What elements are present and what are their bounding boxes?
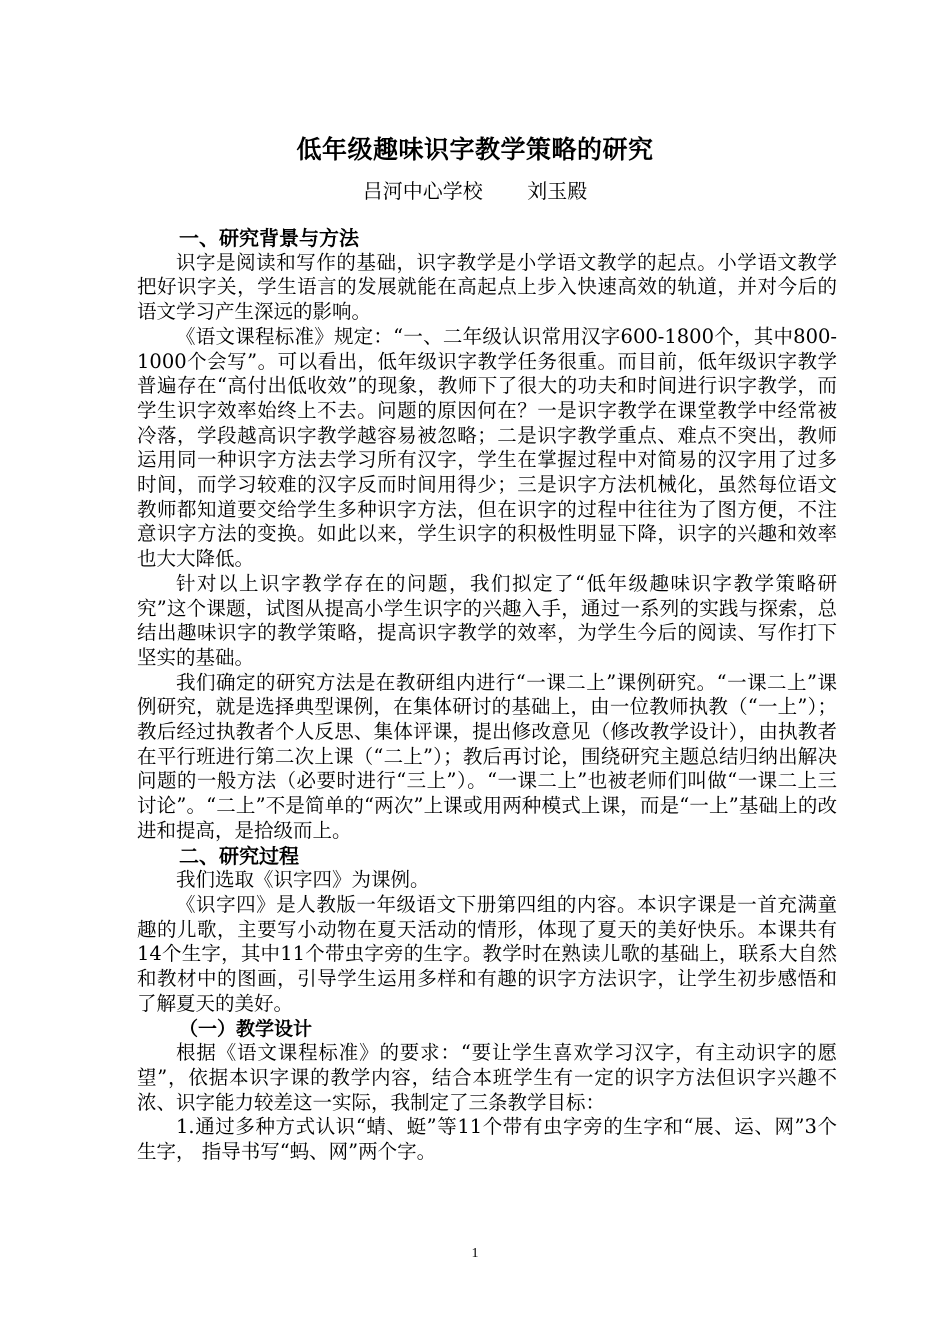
paragraph: 针对以上识字教学存在的问题，我们拟定了“低年级趣味识字教学策略研究”这个课题，试图从提高小学生识字的兴趣入手，通过一系列的实践与探索，总结出趣味识字的教学策略，提高识字教学的效率，为学生今后的阅读、写作打下坚实的基础。 [137,571,837,669]
document-body [137,226,837,1165]
paragraph: 识字是阅读和写作的基础，识字教学是小学语文教学的起点。小学语文教学把好识字关，学生语言的发展就能在高起点上步入快速高效的轨道，并对今后的语文学习产生深远的影响。 [137,250,837,324]
author-byline: 吕河中心学校 刘玉殿 [362,179,588,203]
section-heading-process: 二、研究过程 [179,843,299,868]
paragraph: 我们确定的研究方法是在教研组内进行“一课二上”课例研究。“一课二上”课例研究，就是选择典型课例，在集体研讨的基础上，由一位教师执教（“一上”）；教后经过执教者个人反思、集体评课，提出修改意见（修改教学设计），由执教者在平行班进行第二次上课（“二上”）；教后再讨论，围绕研究主题总结归纳出解决问题的一般方法（必要时进行“三上”）。“一课二上”也被老师们叫做“一课二上三讨论”。“二上”不是简单的“两次”上课或用两种模式上课，而是“一上”基础上的改进和提高，是拾级而上。 [137,670,837,842]
section-heading-background: 一、研究背景与方法 [179,226,359,250]
subsection-heading-design: （一）教学设计 [179,1017,313,1040]
page-number: 1 [471,1246,479,1261]
paragraph: 1.通过多种方式认识“蜻、蜓”等11个带有虫字旁的生字和“展、运、网”3个生字， 指导书写“蚂、网”两个字。 [137,1115,837,1164]
paragraph: 《识字四》是人教版一年级语文下册第四组的内容。本识字课是一首充满童趣的儿歌，主要写小动物在夏天活动的情形，体现了夏天的美好快乐。本课共有14个生字，其中11个带虫字旁的生字。教学时在熟读儿歌的基础上，联系大自然和教材中的图画，引导学生运用多样和有趣的识字方法识字，让学生初步感悟和了解夏天的美好。 [137,892,837,1015]
paragraph: 《语文课程标准》规定：“一、二年级认识常用汉字600-1800个，其中800-1000个会写”。可以看出，低年级识字教学任务很重。而目前，低年级识字教学普遍存在“高付出低收效”的现象，教师下了很大的功夫和时间进行识字教学，而学生识字效率始终上不去。问题的原因何在？一是识字教学在课堂教学中经常被冷落，学段越高识字教学越容易被忽略；二是识字教学重点、难点不突出，教师运用同一种识字方法去学习所有汉字，学生在掌握过程中对简易的汉字用了过多时间，而学习较难的汉字反而时间用得少；三是识字方法机械化，虽然每位语文教师都知道要交给学生多种识字方法，但在识字的过程中往往为了图方便，不注意识字方法的变换。如此以来，学生识字的积极性明显下降，识字的兴趣和效率也大大降低。 [137,324,837,571]
paragraph: 我们选取《识字四》为课例。 [176,868,430,892]
document-title: 低年级趣味识字教学策略的研究 [296,135,654,164]
paragraph: 根据《语文课程标准》的要求：“要让学生喜欢学习汉字，有主动识字的愿望”，依据本识字课的教学内容，结合本班学生有一定的识字方法但识字兴趣不浓、识字能力较差这一实际，我制定了三条教学目标： [137,1041,837,1114]
